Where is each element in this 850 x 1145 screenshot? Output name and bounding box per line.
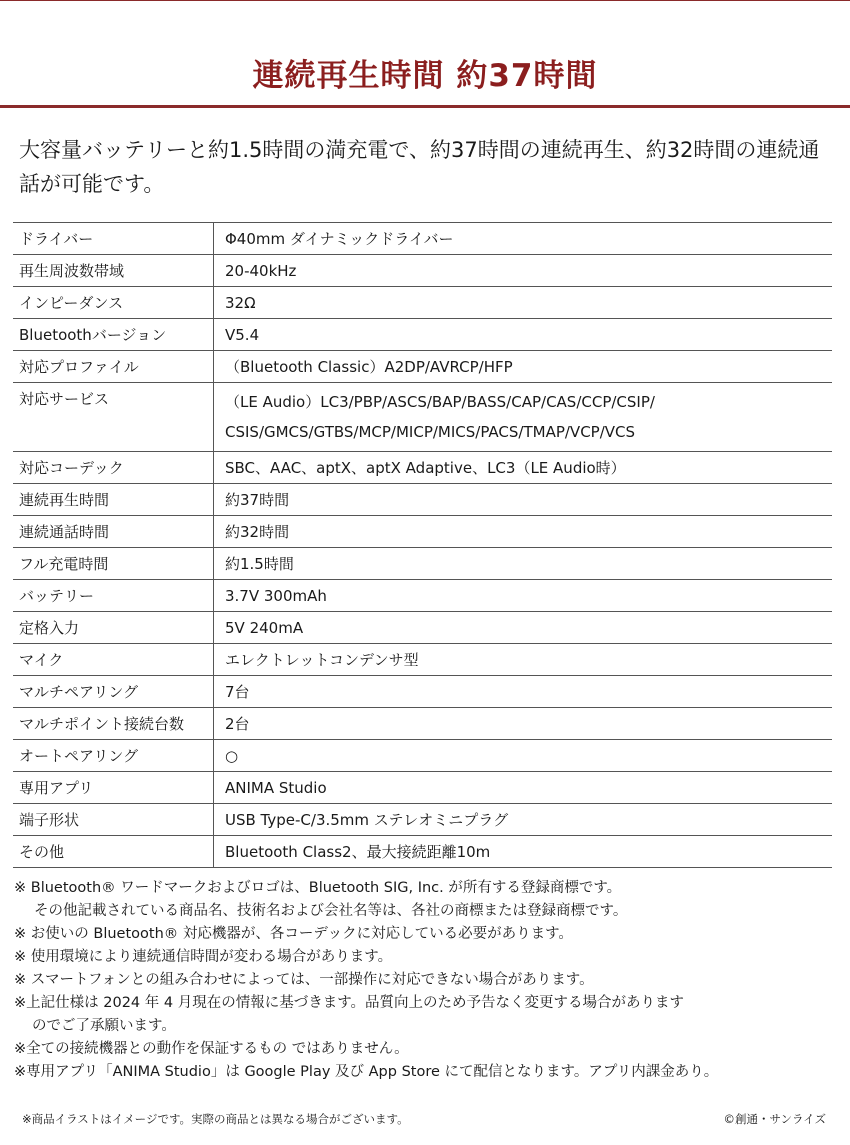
- spec-value: エレクトレットコンデンサ型: [214, 644, 833, 676]
- title-divider: [0, 105, 850, 108]
- spec-table: [13, 222, 832, 868]
- spec-key: 対応サービス: [13, 383, 214, 452]
- spec-value: 7台: [214, 676, 833, 708]
- table-row: [13, 383, 832, 452]
- spec-value: Φ40mm ダイナミックドライバー: [214, 223, 833, 255]
- table-row: [13, 452, 832, 484]
- table-row: [13, 319, 832, 351]
- table-row: [13, 612, 832, 644]
- spec-key: 定格入力: [13, 612, 214, 644]
- spec-key: 再生周波数帯域: [13, 255, 214, 287]
- spec-value-line-1: （LE Audio）LC3/PBP/ASCS/BAP/BASS/CAP/CAS/CCP/CSIP/: [225, 393, 655, 411]
- table-row: [13, 676, 832, 708]
- note-trademark-cont: その他記載されている商品名、技術名および会社名等は、各社の商標または登録商標です。: [34, 903, 628, 919]
- spec-key: マイク: [13, 644, 214, 676]
- spec-value: 5V 240mA: [214, 612, 833, 644]
- spec-key: インピーダンス: [13, 287, 214, 319]
- note-app: ※専用アプリ「ANIMA Studio」は Google Play 及び App Store にて配信となります。アプリ内課金あり。: [14, 1064, 719, 1080]
- spec-value-line-2: CSIS/GMCS/GTBS/MCP/MICP/MICS/PACS/TMAP/VCP/VCS: [225, 423, 636, 441]
- note-trademark: ※ Bluetooth® ワードマークおよびロゴは、Bluetooth SIG, Inc. が所有する登録商標です。: [14, 880, 622, 896]
- spec-key: 連続通話時間: [13, 516, 214, 548]
- note-codec: ※ お使いの Bluetooth® 対応機器が、各コーデックに対応している必要があります。: [14, 926, 573, 942]
- table-row: [13, 740, 832, 772]
- spec-key: フル充電時間: [13, 548, 214, 580]
- spec-key: ドライバー: [13, 223, 214, 255]
- spec-value: SBC、AAC、aptX、aptX Adaptive、LC3（LE Audio時）: [214, 452, 833, 484]
- spec-key: 専用アプリ: [13, 772, 214, 804]
- footer-copyright: ©創通・サンライズ: [723, 1112, 826, 1126]
- spec-key: 連続再生時間: [13, 484, 214, 516]
- page-title: 連続再生時間 約37時間: [252, 58, 598, 94]
- spec-value: 約37時間: [214, 484, 833, 516]
- note-spec-date-cont: のでご了承願います。: [32, 1018, 176, 1034]
- table-row: [13, 548, 832, 580]
- table-row: [13, 772, 832, 804]
- spec-value: [214, 383, 833, 452]
- spec-value: 約1.5時間: [214, 548, 833, 580]
- spec-key: Bluetoothバージョン: [13, 319, 214, 351]
- table-row: [13, 223, 832, 255]
- note-guarantee: ※全ての接続機器との動作を保証するもの ではありません。: [14, 1041, 409, 1057]
- spec-value: 20-40kHz: [214, 255, 833, 287]
- spec-value: 2台: [214, 708, 833, 740]
- note-spec-date: ※上記仕様は 2024 年 4 月現在の情報に基づきます。品質向上のため予告なく変更する場合があります: [14, 995, 685, 1011]
- top-border: [0, 0, 850, 1]
- spec-key: マルチペアリング: [13, 676, 214, 708]
- spec-value: 約32時間: [214, 516, 833, 548]
- spec-value: ○: [214, 740, 833, 772]
- table-row: [13, 580, 832, 612]
- table-row: [13, 836, 832, 868]
- table-row: [13, 708, 832, 740]
- table-row: [13, 287, 832, 319]
- spec-key: オートペアリング: [13, 740, 214, 772]
- table-row: [13, 804, 832, 836]
- spec-value: （Bluetooth Classic）A2DP/AVRCP/HFP: [214, 351, 833, 383]
- table-row: [13, 255, 832, 287]
- spec-value: USB Type-C/3.5mm ステレオミニプラグ: [214, 804, 833, 836]
- spec-value: Bluetooth Class2、最大接続距離10m: [214, 836, 833, 868]
- table-row: [13, 644, 832, 676]
- table-row: [13, 484, 832, 516]
- spec-key: その他: [13, 836, 214, 868]
- footer-disclaimer: ※商品イラストはイメージです。実際の商品とは異なる場合がございます。: [22, 1112, 409, 1126]
- table-row: [13, 351, 832, 383]
- spec-key: バッテリー: [13, 580, 214, 612]
- note-smartphone: ※ スマートフォンとの組み合わせによっては、一部操作に対応できない場合があります。: [14, 972, 594, 988]
- table-row: [13, 516, 832, 548]
- spec-value: V5.4: [214, 319, 833, 351]
- spec-key: 端子形状: [13, 804, 214, 836]
- note-environment: ※ 使用環境により連続通信時間が変わる場合があります。: [14, 949, 393, 965]
- spec-value: ANIMA Studio: [214, 772, 833, 804]
- lead-text: 大容量バッテリーと約1.5時間の満充電で、約37時間の連続再生、約32時間の連続通話が可能です。: [19, 138, 820, 196]
- spec-key: 対応コーデック: [13, 452, 214, 484]
- spec-value: 32Ω: [214, 287, 833, 319]
- spec-key: マルチポイント接続台数: [13, 708, 214, 740]
- spec-key: 対応プロファイル: [13, 351, 214, 383]
- spec-value: 3.7V 300mAh: [214, 580, 833, 612]
- notes-section: [14, 877, 840, 1084]
